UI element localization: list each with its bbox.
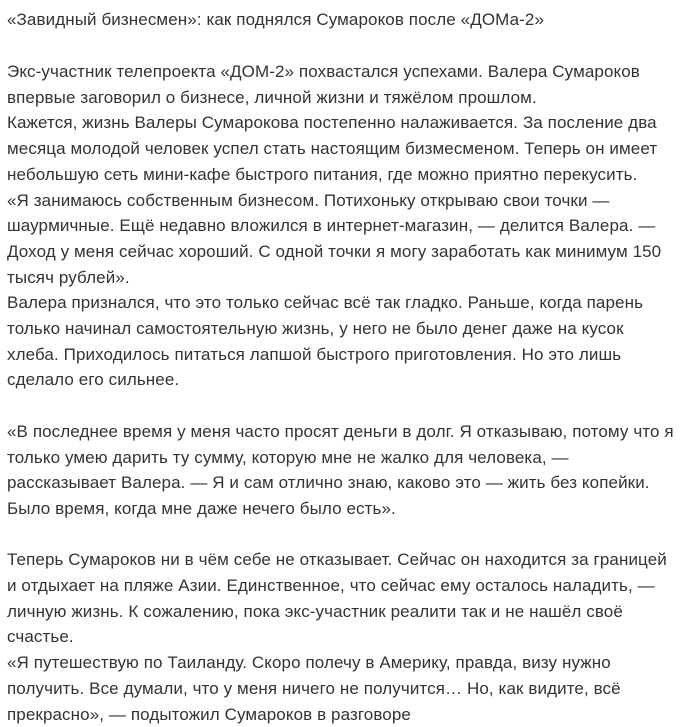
text-line: сделало его сильнее. — [7, 370, 180, 390]
text-line: получить. Все думали, что у меня ничего не получится… Но, как видите, всё — [7, 678, 621, 698]
text-line: только начинал самостоятельную жизнь, у него не было денег даже на кусок — [7, 319, 624, 339]
text-line: «Я путешествую по Таиланду. Скоро полечу в Америку, правда, визу нужно — [7, 653, 611, 673]
paragraph — [7, 188, 693, 291]
text-line: личную жизнь. К сожалению, пока экс-участник реалити так и не нашёл своё — [7, 601, 623, 621]
text-line: и отдыхает на пляже Азии. Единственное, что сейчас ему осталось наладить, — — [7, 576, 655, 596]
text-line: «В последнее время у меня часто просят деньги в долг. Я отказываю, потому что я — [7, 421, 674, 441]
paragraph — [7, 59, 693, 110]
text-line: Доход у меня сейчас хороший. С одной точки я могу заработать как минимум 150 — [7, 241, 662, 261]
paragraph — [7, 547, 693, 650]
text-line: шаурмичные. Ещё недавно вложился в интернет-магазин, — делится Валера. — — [7, 216, 656, 236]
text-line: небольшую сеть мини-кафе быстрого питания, где можно приятно перекусить. — [7, 164, 638, 184]
text-line: тысяч рублей». — [7, 267, 130, 287]
paragraph — [7, 419, 693, 522]
paragraph — [7, 650, 693, 727]
paragraph — [7, 290, 693, 393]
text-line: только умею дарить ту сумму, которую мне не жалко для человека, — — [7, 447, 569, 467]
text-line: месяца молодой человек успел стать настоящим бизмесменом. Теперь он имеет — [7, 139, 658, 159]
text-line: прекрасно», — подытожил Сумароков в разговоре — [7, 704, 411, 724]
text-line: Валера признался, что это только сейчас всё так гладко. Раньше, когда парень — [7, 293, 644, 313]
article-title: «Завидный бизнесмен»: как поднялся Сумароков после «ДОМа-2» — [7, 10, 545, 29]
text-line: Кажется, жизнь Валеры Сумарокова постепенно налаживается. За посление два — [7, 113, 657, 133]
text-line: Было время, когда мне даже нечего было есть». — [7, 498, 396, 518]
text-line: «Я занимаюсь собственным бизнесом. Потихоньку открываю свои точки — — [7, 190, 610, 210]
text-line: рассказывает Валера. — Я и сам отлично знаю, каково это — жить без копейки. — [7, 473, 650, 493]
text-line: хлеба. Приходилось питаться лапшой быстрого приготовления. Но это лишь — [7, 344, 622, 364]
text-line: счастье. — [7, 627, 74, 647]
text-line: впервые заговорил о бизнесе, личной жизни и тяжёлом прошлом. — [7, 87, 537, 107]
text-line: Теперь Сумароков ни в чём себе не отказывает. Сейчас он находится за границей — [7, 550, 667, 570]
paragraph — [7, 110, 693, 187]
text-line: Экс-участник телепроекта «ДОМ-2» похвастался успехами. Валера Сумароков — [7, 62, 640, 81]
